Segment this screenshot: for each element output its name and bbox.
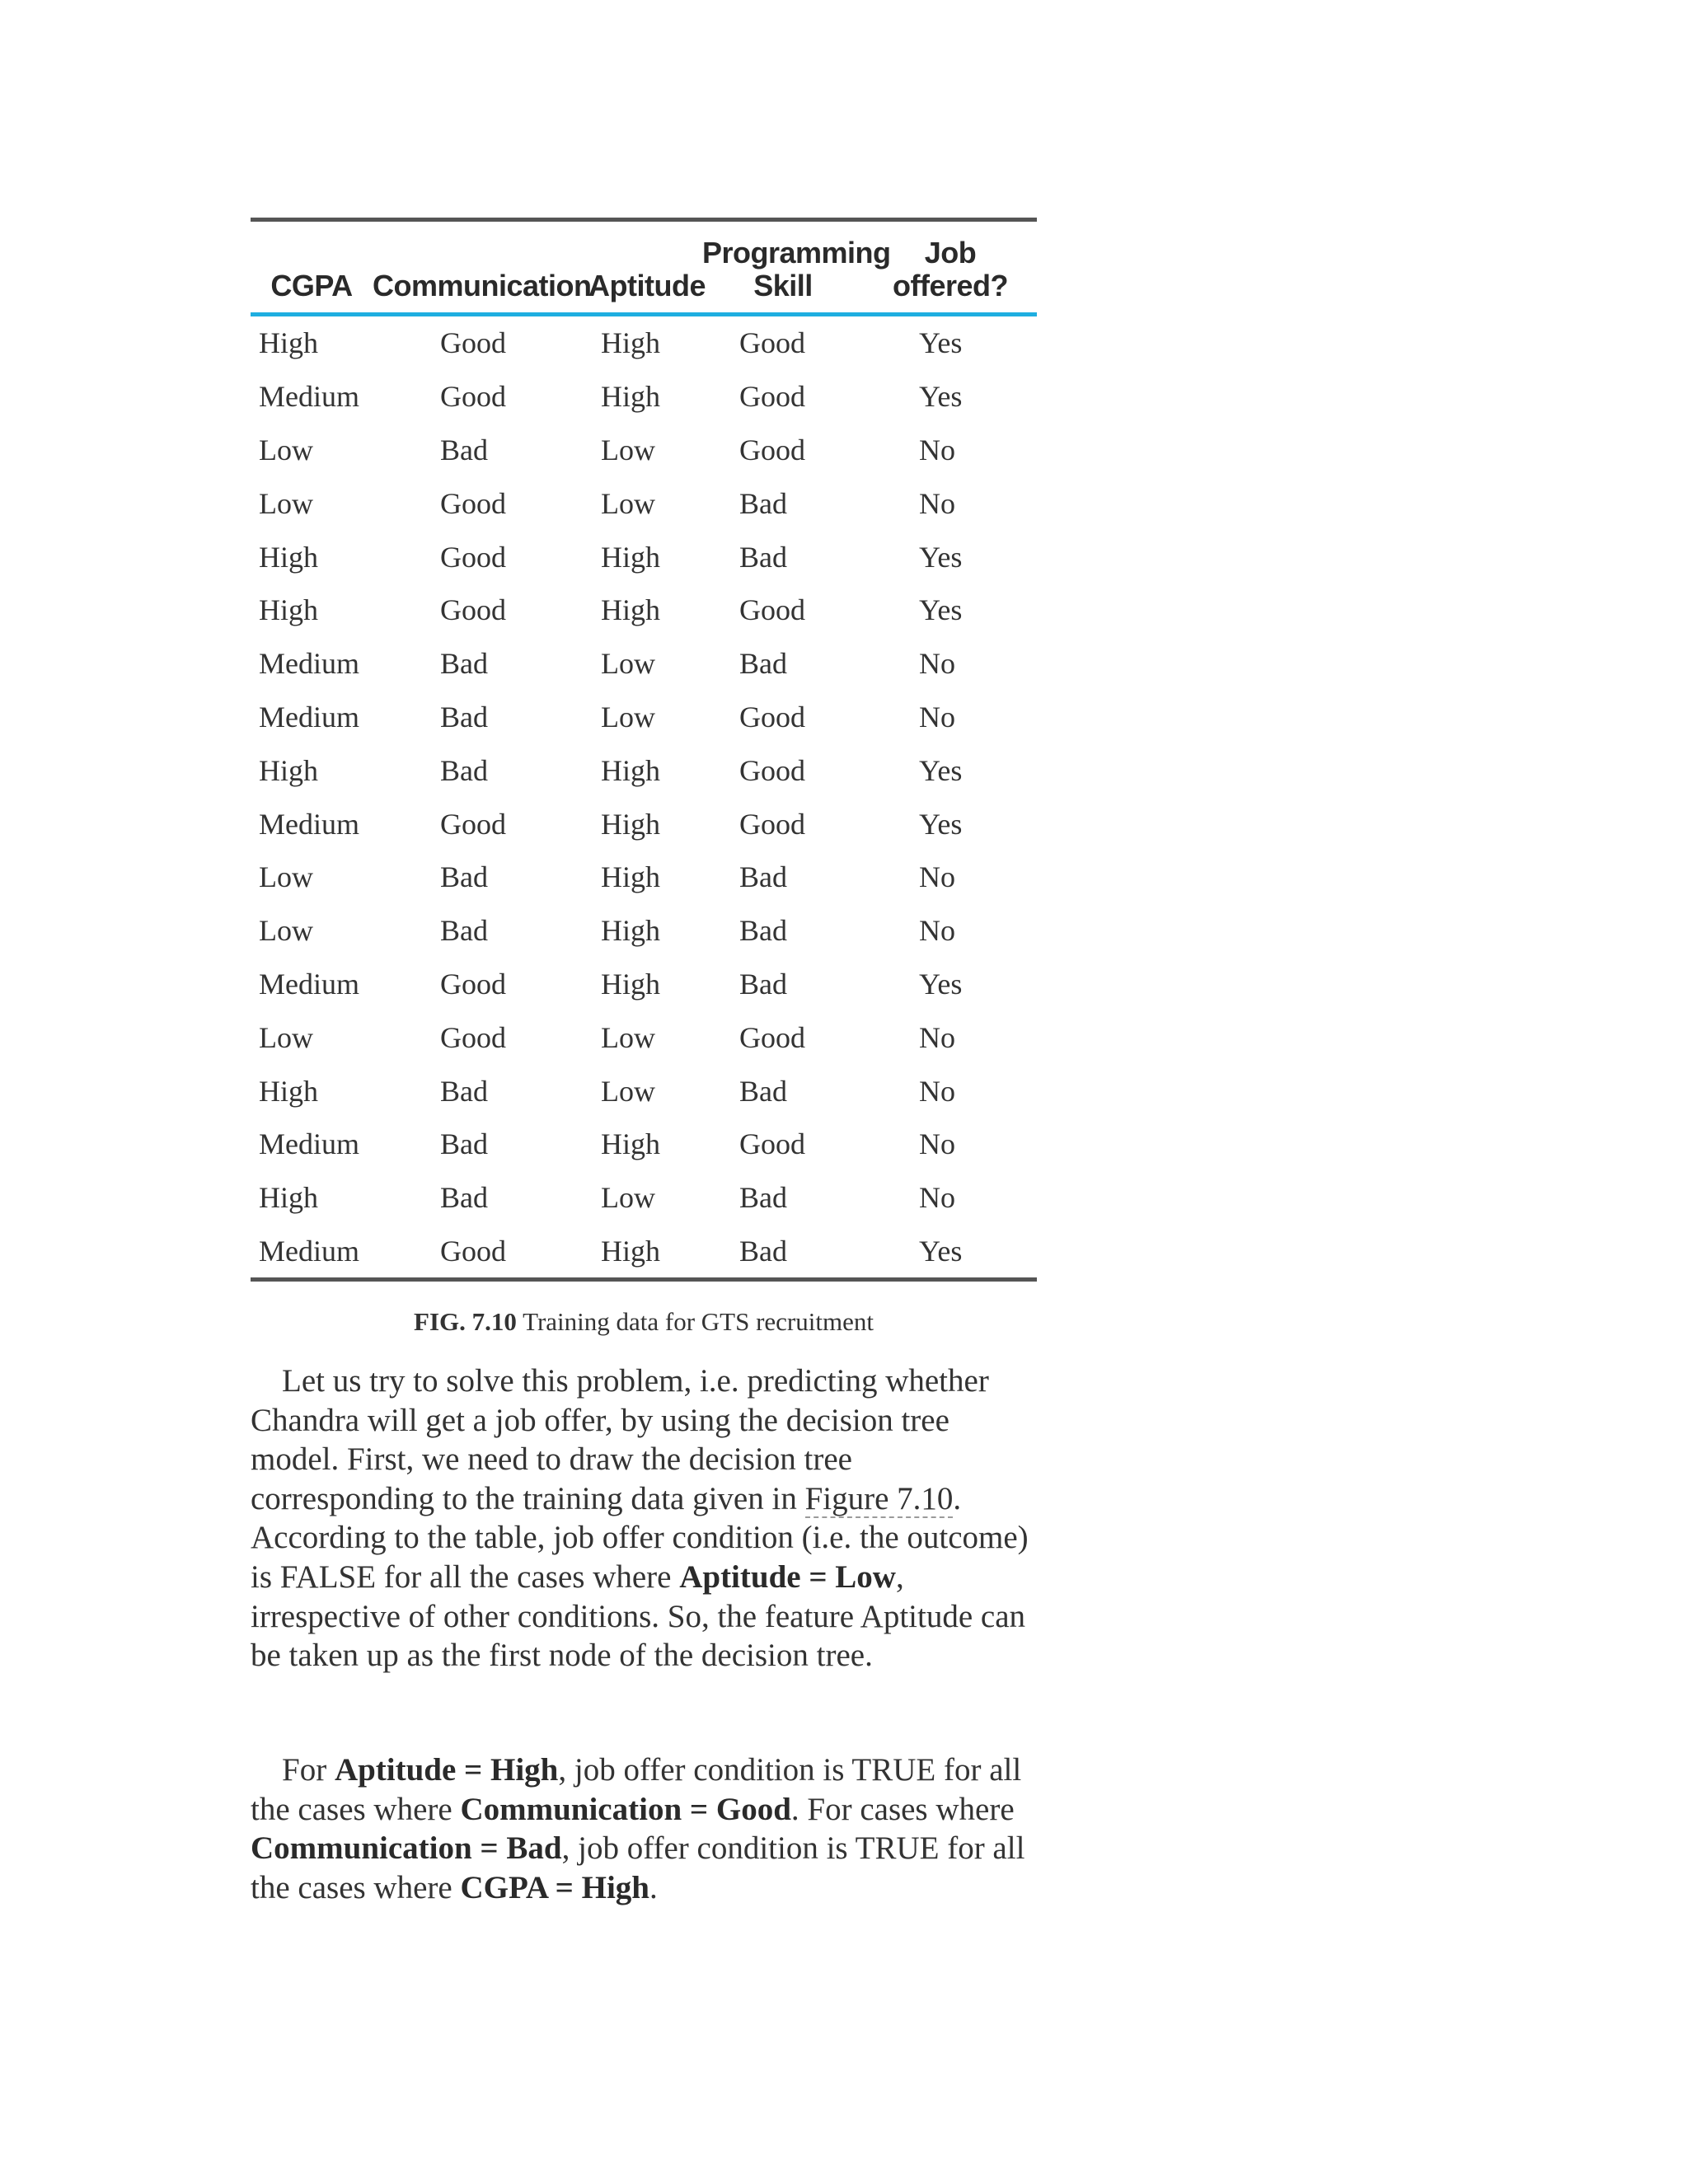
figure-link[interactable]: Figure 7.10 — [804, 1480, 954, 1516]
para1-text-3: , irrespective of other conditions. So, the feature Aptitude can be taken up as the first node of the decision tree. — [251, 1558, 1026, 1674]
cell-cgpa: Low — [259, 486, 313, 520]
cell-job-offered: No — [919, 647, 955, 681]
cell-programming-skill: Good — [739, 807, 805, 841]
data-table — [251, 222, 1037, 312]
para2-text-2: , job offer condition is TRUE for all the cases where — [251, 1752, 1022, 1827]
cell-communication: Good — [440, 380, 506, 414]
cell-cgpa: Medium — [259, 807, 359, 841]
cell-job-offered: No — [919, 1127, 955, 1161]
header-programming-skill — [702, 222, 891, 312]
table-row — [251, 583, 1037, 637]
table-row — [251, 1064, 1037, 1118]
cell-communication: Bad — [440, 914, 488, 948]
cell-cgpa: High — [259, 593, 318, 627]
cell-job-offered: No — [919, 486, 955, 520]
cell-programming-skill: Good — [739, 753, 805, 787]
para1-text-1: Let us try to solve this problem, i.e. predicting whether Chandra will get a job offer, by using the decision tree model. First, we need to draw the decision tree corresponding to the training data given in — [251, 1363, 989, 1516]
cell-aptitude: High — [601, 914, 660, 948]
cell-programming-skill: Bad — [739, 914, 787, 948]
cell-aptitude: High — [601, 326, 660, 360]
paragraph-2 — [251, 1750, 1043, 1907]
cell-aptitude: Low — [601, 1074, 655, 1108]
para2-bold-4: CGPA = High — [460, 1869, 649, 1905]
cell-aptitude: Low — [601, 1181, 655, 1215]
cell-programming-skill: Good — [739, 700, 805, 733]
cell-communication: Good — [440, 593, 506, 627]
cell-aptitude: Low — [601, 647, 655, 681]
cell-cgpa: High — [259, 753, 318, 787]
cell-programming-skill: Good — [739, 380, 805, 414]
cell-cgpa: Low — [259, 914, 313, 948]
cell-cgpa: High — [259, 326, 318, 360]
table-row — [251, 1171, 1037, 1225]
cell-job-offered: Yes — [919, 540, 963, 574]
cell-cgpa: High — [259, 540, 318, 574]
cell-programming-skill: Good — [739, 1127, 805, 1161]
table-row — [251, 370, 1037, 424]
cell-job-offered: Yes — [919, 326, 963, 360]
header-cgpa: CGPA — [270, 269, 353, 302]
table-row — [251, 1118, 1037, 1171]
para2-text-3: . For cases where — [790, 1791, 1015, 1827]
table-row — [251, 797, 1037, 851]
cell-communication: Bad — [440, 647, 488, 681]
cell-programming-skill: Bad — [739, 647, 787, 681]
para2-bold-2: Communication = Good — [460, 1791, 791, 1827]
cell-communication: Bad — [440, 753, 488, 787]
cell-job-offered: No — [919, 1074, 955, 1108]
cell-communication: Good — [440, 540, 506, 574]
cell-job-offered: No — [919, 433, 955, 466]
cell-aptitude: Low — [601, 433, 655, 466]
cell-communication: Good — [440, 486, 506, 520]
cell-job-offered: Yes — [919, 1234, 963, 1268]
cell-aptitude: High — [601, 1234, 660, 1268]
cell-cgpa: Low — [259, 1020, 313, 1054]
figure-caption — [251, 1307, 1037, 1337]
cell-cgpa: Medium — [259, 380, 359, 414]
paragraph-1 — [251, 1361, 1043, 1675]
cell-communication: Good — [440, 1234, 506, 1268]
cell-cgpa: Low — [259, 860, 313, 894]
cell-programming-skill: Good — [739, 1020, 805, 1054]
table-bottom-rule — [251, 1277, 1037, 1282]
cell-aptitude: High — [601, 540, 660, 574]
cell-communication: Bad — [440, 700, 488, 733]
table-row — [251, 476, 1037, 530]
cell-cgpa: Low — [259, 433, 313, 466]
cell-communication: Good — [440, 967, 506, 1001]
cell-aptitude: High — [601, 807, 660, 841]
cell-programming-skill: Bad — [739, 540, 787, 574]
data-table-body — [251, 316, 1037, 1277]
cell-cgpa: Medium — [259, 967, 359, 1001]
cell-job-offered: Yes — [919, 380, 963, 414]
table-row — [251, 530, 1037, 583]
cell-aptitude: Low — [601, 700, 655, 733]
cell-programming-skill: Bad — [739, 1234, 787, 1268]
para1-bold-1: Aptitude = Low — [679, 1558, 896, 1595]
cell-job-offered: No — [919, 1181, 955, 1215]
table-row — [251, 851, 1037, 904]
training-data-table — [251, 218, 1037, 1282]
cell-job-offered: Yes — [919, 753, 963, 787]
cell-aptitude: High — [601, 860, 660, 894]
cell-job-offered: No — [919, 1020, 955, 1054]
figure-label: FIG. 7.10 — [414, 1307, 517, 1336]
cell-cgpa: Medium — [259, 1234, 359, 1268]
cell-job-offered: No — [919, 860, 955, 894]
cell-communication: Bad — [440, 433, 488, 466]
cell-programming-skill: Good — [739, 433, 805, 466]
header-skill: Skill — [753, 269, 813, 302]
para2-text-5: . — [649, 1869, 658, 1905]
cell-job-offered: No — [919, 914, 955, 948]
cell-aptitude: High — [601, 967, 660, 1001]
cell-cgpa: Medium — [259, 647, 359, 681]
header-communication: Communication — [373, 269, 592, 302]
cell-aptitude: High — [601, 380, 660, 414]
cell-aptitude: High — [601, 753, 660, 787]
cell-cgpa: Medium — [259, 700, 359, 733]
cell-communication: Bad — [440, 1127, 488, 1161]
cell-communication: Bad — [440, 1074, 488, 1108]
cell-aptitude: Low — [601, 1020, 655, 1054]
header-programming: Programming — [702, 236, 891, 269]
cell-job-offered: Yes — [919, 967, 963, 1001]
table-header-row — [251, 222, 1037, 312]
header-job-offered: Job offered? — [893, 236, 1008, 302]
header-aptitude: Aptitude — [588, 269, 706, 302]
para1-text-2: . According to the table, job offer condition (i.e. the outcome) is FALSE for all the cases where — [251, 1480, 1029, 1595]
cell-cgpa: Medium — [259, 1127, 359, 1161]
figure-caption-text: Training data for GTS recruitment — [516, 1307, 874, 1336]
cell-communication: Bad — [440, 860, 488, 894]
cell-job-offered: Yes — [919, 807, 963, 841]
table-row — [251, 1225, 1037, 1278]
cell-programming-skill: Bad — [739, 1074, 787, 1108]
table-row — [251, 743, 1037, 797]
cell-aptitude: High — [601, 1127, 660, 1161]
cell-programming-skill: Good — [739, 593, 805, 627]
cell-cgpa: High — [259, 1074, 318, 1108]
table-row — [251, 316, 1037, 370]
table-row — [251, 1010, 1037, 1064]
table-row — [251, 904, 1037, 958]
table-row — [251, 691, 1037, 744]
para2-bold-1: Aptitude = High — [334, 1752, 559, 1788]
table-row — [251, 424, 1037, 477]
cell-programming-skill: Bad — [739, 967, 787, 1001]
cell-communication: Good — [440, 326, 506, 360]
cell-programming-skill: Bad — [739, 860, 787, 894]
table-row — [251, 637, 1037, 691]
para2-bold-3: Communication = Bad — [251, 1830, 562, 1867]
cell-job-offered: Yes — [919, 593, 963, 627]
table-row — [251, 958, 1037, 1011]
cell-programming-skill: Bad — [739, 1181, 787, 1215]
cell-communication: Good — [440, 1020, 506, 1054]
cell-cgpa: High — [259, 1181, 318, 1215]
cell-aptitude: Low — [601, 486, 655, 520]
cell-communication: Good — [440, 807, 506, 841]
cell-communication: Bad — [440, 1181, 488, 1215]
para2-text-1: For — [282, 1752, 335, 1788]
cell-aptitude: High — [601, 593, 660, 627]
cell-programming-skill: Bad — [739, 486, 787, 520]
cell-programming-skill: Good — [739, 326, 805, 360]
cell-job-offered: No — [919, 700, 955, 733]
para2-text-4: , job offer condition is TRUE for all the cases where — [251, 1830, 1025, 1905]
